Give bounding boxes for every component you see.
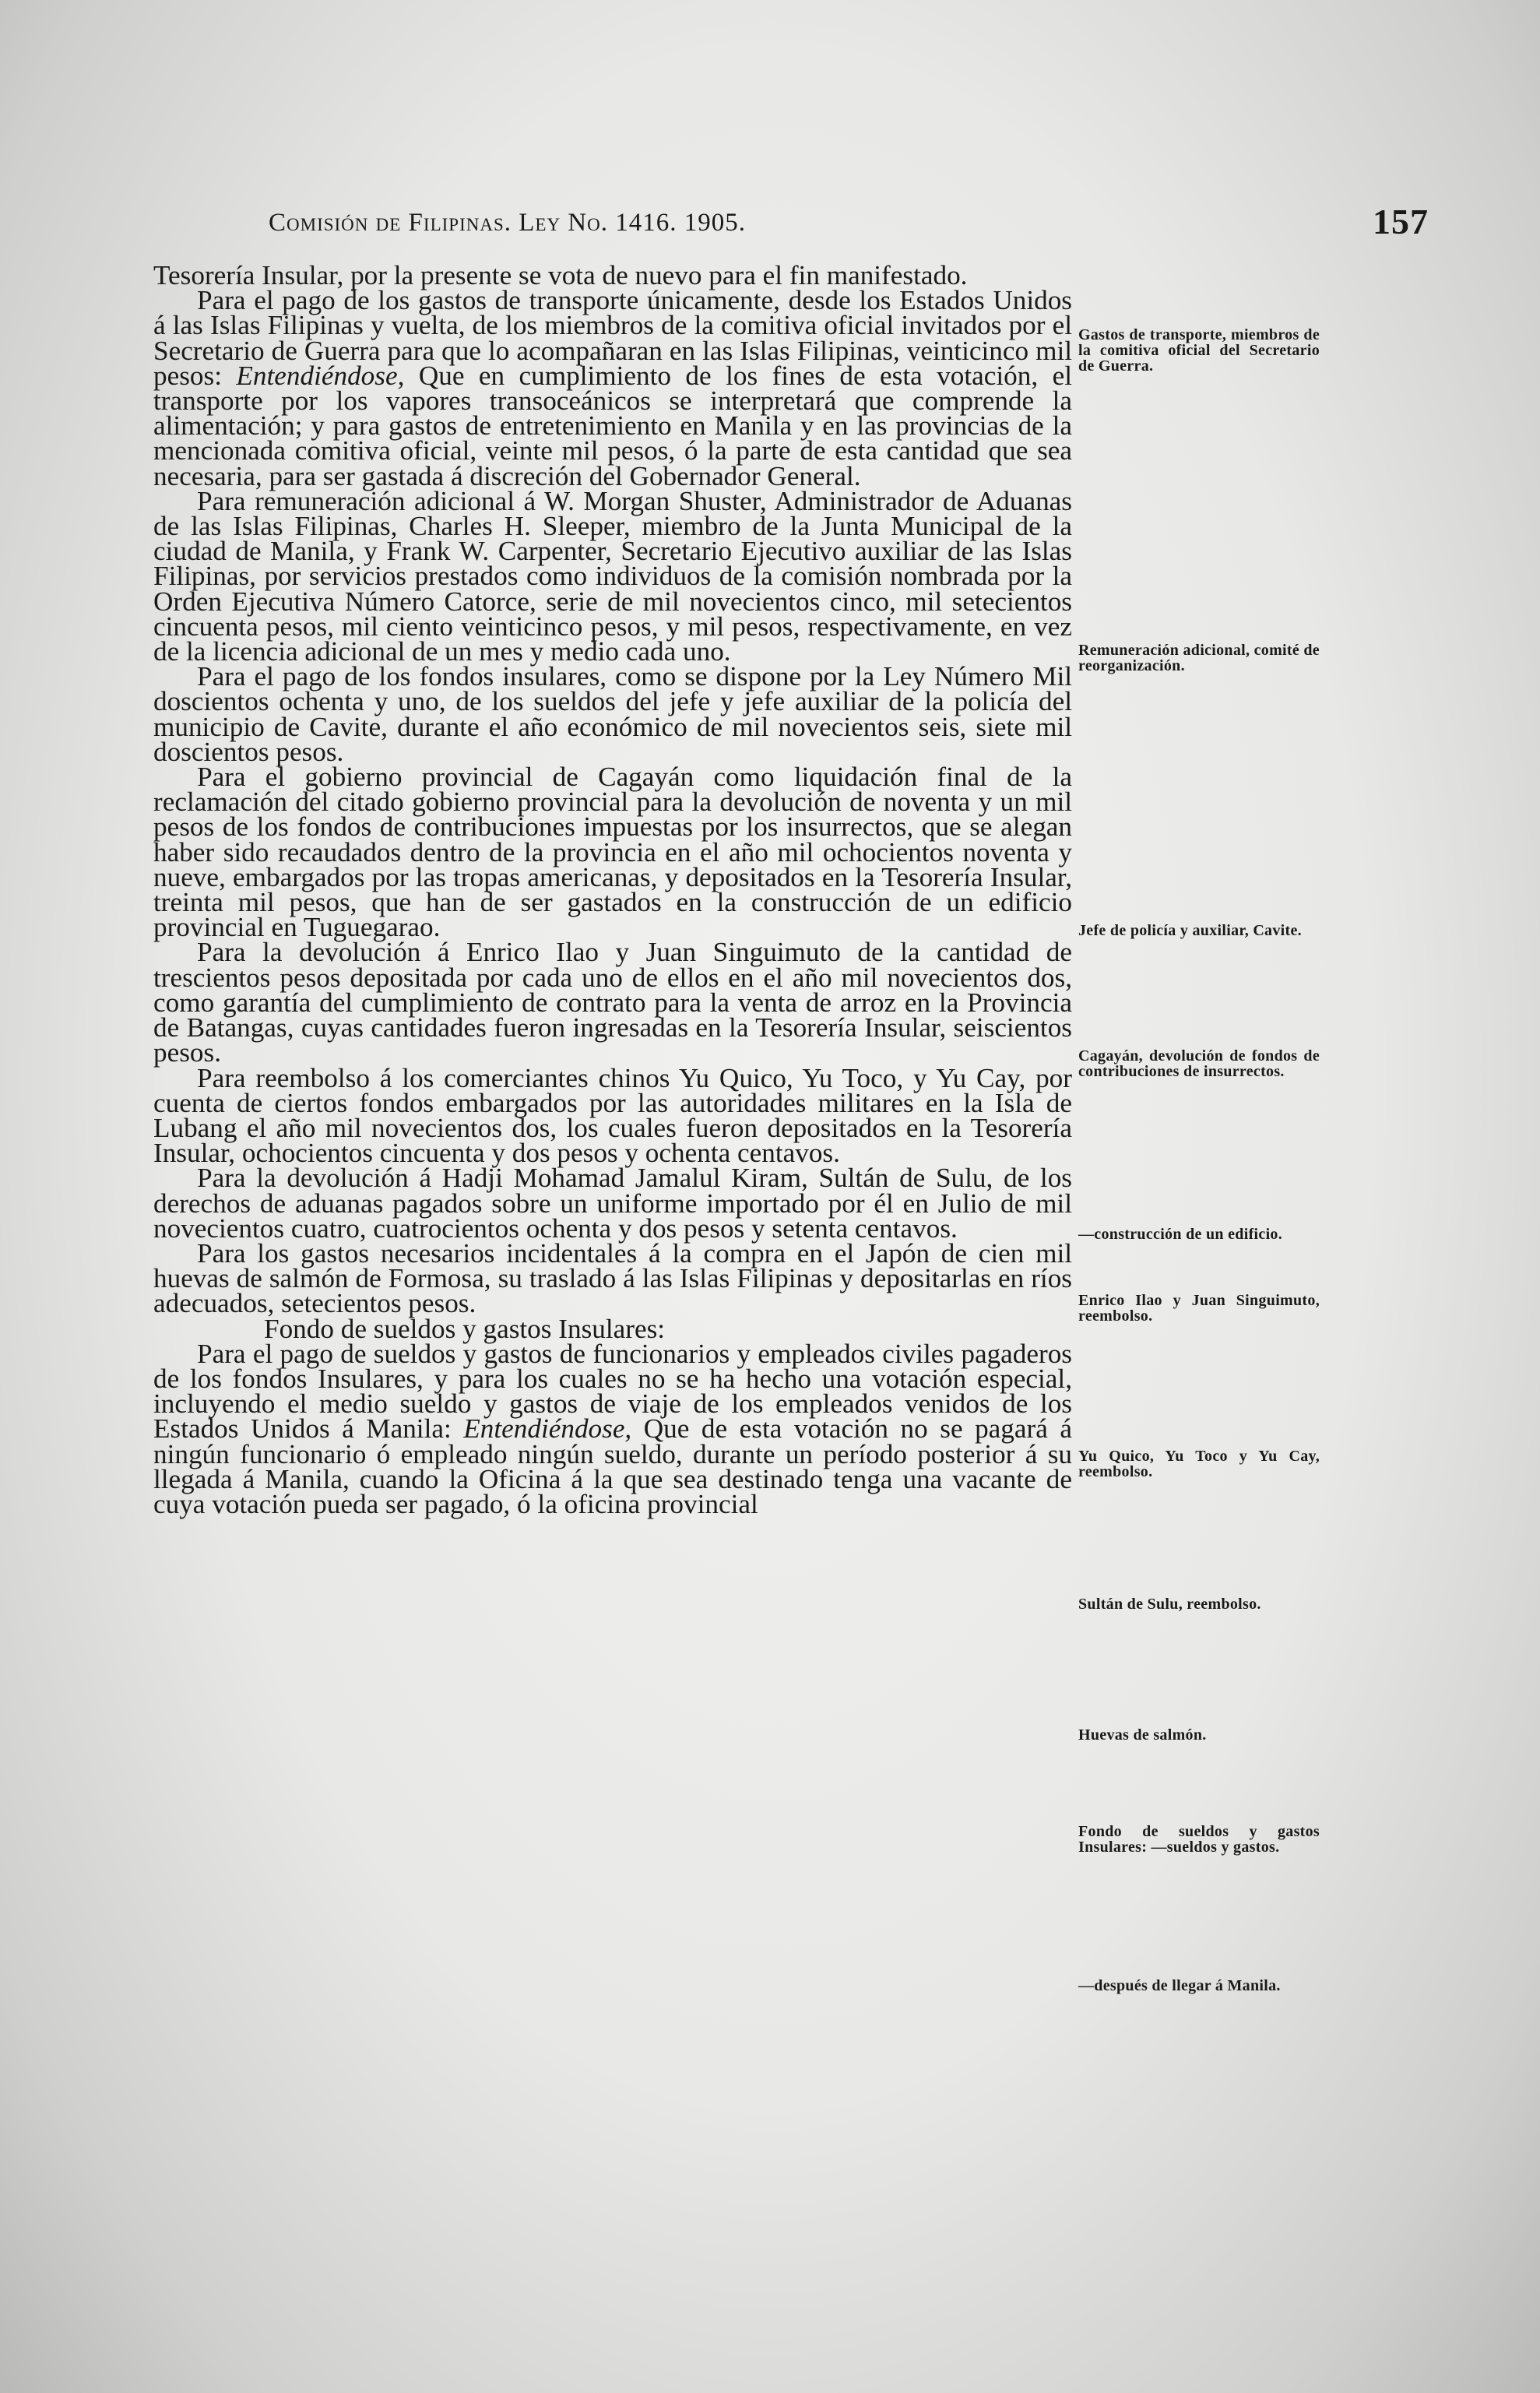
page-number: 157 xyxy=(1373,202,1429,241)
margin-note: Sultán de Sulu, reembolso. xyxy=(1078,1596,1261,1613)
paragraph xyxy=(153,937,1072,1068)
margin-note: Enrico Ilao y Juan Singuimuto, reembolso. xyxy=(1078,1292,1320,1325)
text-run: Que de esta votación no se pagará á ningún funcionario ó empleado ningún sueldo, durante un período posterior á su llegada á Manila, cuando la Oficina á la que sea destinado tenga una vacante de cuya votación pueda ser pagado, ó la oficina provincial xyxy=(153,1413,1072,1519)
paragraph xyxy=(153,1163,1072,1244)
text-run: Para la devolución á Hadji Mohamad Jamalul Kiram, Sultán de Sulu, de los derechos de aduanas pagados sobre un uniforme importado por él en Julio de mil novecientos cuatro, cuatrocientos ochenta y dos pesos y setenta centavos. xyxy=(153,1163,1072,1244)
margin-note: Yu Quico, Yu Toco y Yu Cay, reembolso. xyxy=(1078,1448,1320,1480)
margin-note: Gastos de transporte, miembros de la comitiva oficial del Secretario de Guerra. xyxy=(1078,326,1320,375)
text-run: Fondo de sueldos y gastos Insulares: xyxy=(264,1313,666,1344)
text-run: Para el pago de los gastos de transporte únicamente, desde los Estados Unidos á las Islas Filipinas y vuelta, de los miembros de la comitiva oficial invitados por el Secretario de Guerra para que lo acompañaran en las Islas Filipinas, veinticinco mil pesos: xyxy=(153,285,1072,391)
running-title: Comisión de Filipinas. Ley No. 1416. 1905. xyxy=(269,209,747,237)
italic-text: Entendiéndose, xyxy=(463,1413,632,1445)
margin-note: Jefe de policía y auxiliar, Cavite. xyxy=(1078,922,1302,939)
paragraph xyxy=(153,1237,1072,1319)
main-text xyxy=(153,260,1073,1519)
paragraph xyxy=(153,285,1073,491)
paragraph xyxy=(153,485,1072,667)
text-run: Para los gastos necesarios incidentales á la compra en el Japón de cien mil huevas de salmón de Formosa, su traslado á las Islas Filipinas y depositarlas en ríos adecuados, setecientos pesos. xyxy=(153,1237,1072,1319)
margin-note: Fondo de sueldos y gastos Insulares: —sueldos y gastos. xyxy=(1078,1823,1320,1856)
text-run: Tesorería Insular, por la presente se vota de nuevo para el fin manifestado. xyxy=(153,260,968,290)
paragraph xyxy=(153,661,1072,767)
text-run: Para remuneración adicional á W. Morgan Shuster, Administrador de Aduanas de las Islas Filipinas, Charles H. Sleeper, miembro de la Junta Municipal de la ciudad de Manila, y Frank W. Carpenter, Secretario Ejecutivo auxiliar de las Islas Filipinas, por servicios prestados como individuos de la comisión nombrada por la Orden Ejecutiva Número Catorce, serie de mil novecientos cinco, mil setecientos cincuenta pesos, mil ciento veinticinco pesos, y mil pesos, respectivamente, en vez de la licencia adicional de un mes y medio cada uno. xyxy=(153,485,1072,667)
text-run: Para reembolso á los comerciantes chinos Yu Quico, Yu Toco, y Yu Cay, por cuenta de ciertos fondos embargados por las autoridades militares en la Isla de Lubang el año mil novecientos dos, los cuales fueron depositados en la Tesorería Insular, ochocientos cincuenta y dos pesos y ochenta centavos. xyxy=(153,1062,1072,1169)
margin-note: —después de llegar á Manila. xyxy=(1078,1977,1281,1994)
text-run: Para el pago de sueldos y gastos de funcionarios y empleados civiles pagaderos de los fondos Insulares, y para los cuales no se ha hecho una votación especial, incluyendo el medio sueldo y gastos de viaje de los empleados venidos de los Estados Unidos á Manila: xyxy=(153,1338,1072,1445)
paragraph xyxy=(153,762,1072,943)
margin-note: Huevas de salmón. xyxy=(1078,1726,1207,1744)
margin-note: Cagayán, devolución de fondos de contribuciones de insurrectos. xyxy=(1078,1047,1320,1080)
text-run: Que en cumplimiento de los fines de esta votación, el transporte por los vapores transoceánicos se interpretará que comprende la alimentación; y para gastos de entretenimiento en Manila y en las provincias de la mencionada comitiva oficial, veinte mil pesos, ó la parte de esta cantidad que sea necesaria, para ser gastada á discreción del Gobernador General. xyxy=(153,360,1073,491)
italic-text: Entendiéndose, xyxy=(236,360,405,391)
margin-note: —construcción de un edificio. xyxy=(1078,1226,1283,1243)
text-run: Para el pago de los fondos insulares, como se dispone por la Ley Número Mil doscientos ochenta y uno, de los sueldos del jefe y jefe auxiliar de la policía del municipio de Cavite, durante el año económico de mil novecientos seis, siete mil doscientos pesos. xyxy=(153,661,1072,767)
margin-note: Remuneración adicional, comité de reorganización. xyxy=(1078,642,1320,674)
paragraph xyxy=(153,1062,1072,1169)
text-run: Para el gobierno provincial de Cagayán como liquidación final de la reclamación del citado gobierno provincial para la devolución de noventa y un mil pesos de los fondos de contribuciones impuestas por los insurrectos, que se alegan haber sido recaudados dentro de la provincia en el año mil ochocientos noventa y nueve, embargados por las tropas americanas, y depositados en la Tesorería Insular, treinta mil pesos, que han de ser gastados en la construcción de un edificio provincial en Tuguegarao. xyxy=(153,762,1072,943)
paragraph xyxy=(153,1338,1072,1519)
text-run: Para la devolución á Enrico Ilao y Juan Singuimuto de la cantidad de trescientos pesos depositada por cada uno de ellos en el año mil novecientos dos, como garantía del cumplimiento de contrato para la venta de arroz en la Provincia de Batangas, cuyas cantidades fueron ingresadas en la Tesorería Insular, seiscientos pesos. xyxy=(153,937,1072,1068)
page-header xyxy=(269,195,1429,241)
